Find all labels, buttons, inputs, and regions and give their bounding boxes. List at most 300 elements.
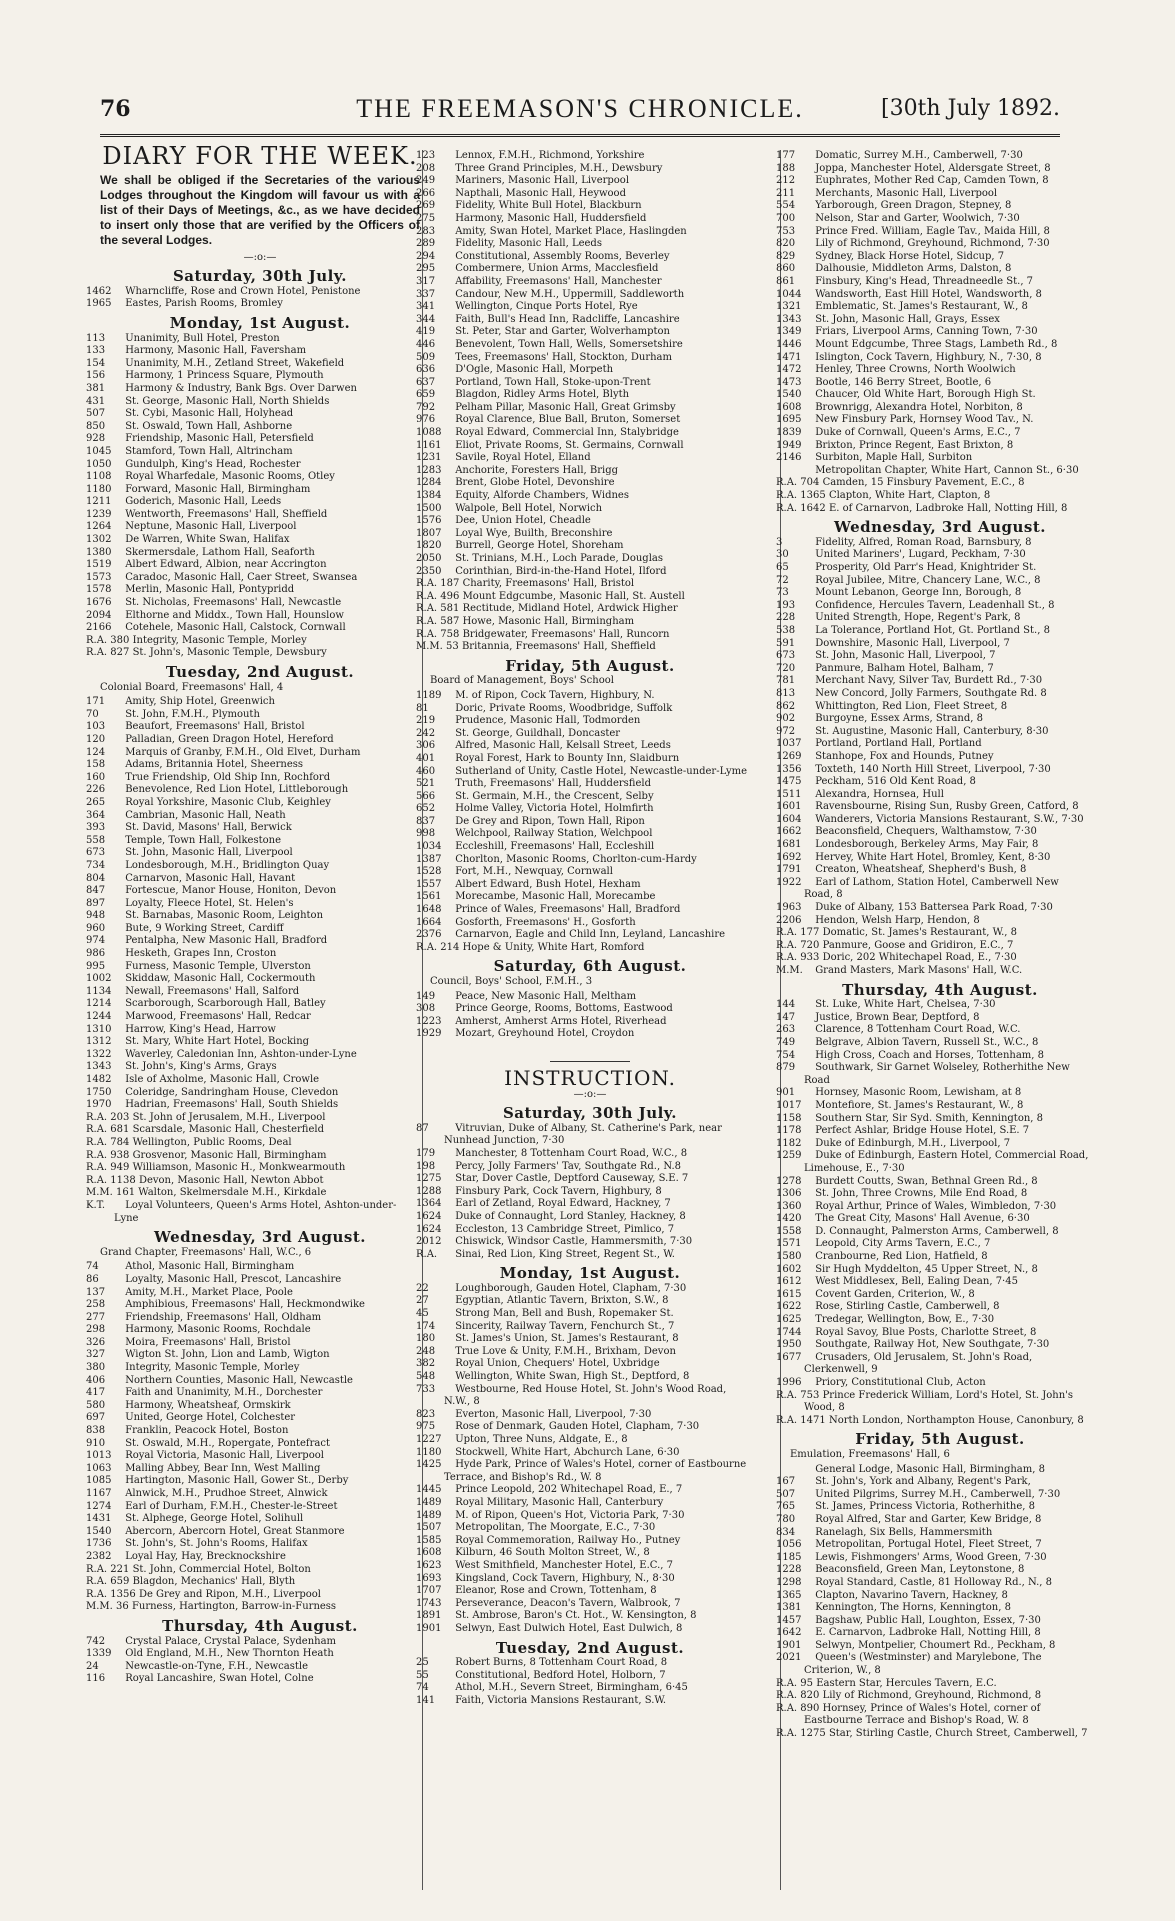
lodge-entry <box>86 834 420 848</box>
lodge-number: 976 <box>416 414 436 426</box>
lodge-entry <box>416 689 750 703</box>
lodge-entry <box>416 828 750 841</box>
lodge-entry <box>86 1362 420 1375</box>
lodge-entry <box>416 326 750 339</box>
lodge-details: Bootle, 146 Berry Street, Bootle, 6 <box>815 376 992 388</box>
lodge-number: R.A. 1365 <box>776 490 826 502</box>
lodge-number: 81 <box>416 702 429 714</box>
lodge-entry <box>776 1225 1090 1239</box>
lodge-entry <box>776 738 1090 751</box>
lodge-entry <box>776 801 1090 814</box>
lodge-details: St. John, Masonic Hall, Liverpool, 7 <box>815 650 996 662</box>
lodge-number: 700 <box>776 212 796 224</box>
lodge-details: Wellington, Public Rooms, Deal <box>132 1136 292 1148</box>
lodge-entry <box>776 624 1090 638</box>
lodge-details: St. George, Guildhall, Doncaster <box>455 727 621 739</box>
lodge-entry <box>416 790 750 804</box>
lodge-entry <box>86 1149 420 1163</box>
lodge-entry <box>776 952 1090 965</box>
lodge-entry <box>86 1023 420 1037</box>
lodge-entry <box>86 1187 420 1200</box>
lodge-details: Scarborough, Scarborough Hall, Batley <box>125 998 326 1010</box>
masthead-title: THE FREEMASON'S CHRONICLE. <box>356 94 804 123</box>
lodge-entry <box>416 225 750 239</box>
lodge-entry <box>86 285 420 299</box>
lodge-entry <box>86 634 420 648</box>
lodge-details: Cambrian, Masonic Hall, Neath <box>125 809 286 821</box>
lodge-number: 294 <box>416 250 436 262</box>
lodge-number: 419 <box>416 326 436 338</box>
column-3 <box>776 150 1090 1890</box>
lodge-number: 154 <box>86 357 106 369</box>
lodge-number: 27 <box>416 1295 429 1307</box>
lodge-entry <box>776 612 1090 625</box>
lodge-entry <box>86 1450 420 1463</box>
lodge-number: 72 <box>776 574 789 586</box>
lodge-number: 87 <box>416 1122 429 1134</box>
lodge-entry <box>776 477 1090 490</box>
lodge-number: 289 <box>416 238 436 250</box>
lodge-number: 792 <box>416 401 436 413</box>
lodge-details: Hornsey, Prince of Wales's Hotel, corner of Eastbourne Terrace and Bishop's Road, W. 8 <box>804 1702 1041 1727</box>
lodge-details: St. John's, King's Arms, Grays <box>125 1061 277 1073</box>
lodge-details: Alexandra, Hornsea, Hull <box>815 788 944 800</box>
lodge-number: 1298 <box>776 1576 802 1588</box>
lodge-details: St. John of Jerusalem, M.H., Liverpool <box>132 1111 326 1123</box>
lodge-number: 177 <box>776 150 796 161</box>
lodge-entry <box>776 351 1090 365</box>
lodge-entry <box>416 1534 750 1548</box>
lodge-number: 2206 <box>776 914 802 926</box>
lodge-number: 364 <box>86 809 106 821</box>
lodge-details: Royal Commemoration, Railway Ho., Putney <box>455 1534 681 1546</box>
lodge-number: 1063 <box>86 1462 112 1474</box>
diary-title: DIARY FOR THE WEEK. <box>102 142 418 170</box>
lodge-number: R.A. 95 <box>776 1677 814 1689</box>
lodge-details: Napthali, Masonic Hall, Heywood <box>455 187 626 199</box>
lodge-details: United, George Hotel, Colchester <box>125 1412 296 1424</box>
lodge-number: 1457 <box>776 1614 802 1626</box>
lodge-number: M.M. <box>776 965 803 976</box>
lodge-number: 697 <box>86 1412 106 1424</box>
lodge-number: 137 <box>86 1286 106 1298</box>
lodge-entry <box>86 559 420 572</box>
lodge-number: 1561 <box>416 891 442 903</box>
lodge-number: 74 <box>416 1682 429 1694</box>
lodge-entry <box>416 565 750 579</box>
lodge-details: Integrity, Masonic Temple, Morley <box>132 634 307 646</box>
lodge-number: 910 <box>86 1437 106 1449</box>
lodge-entry <box>776 1639 1090 1653</box>
lodge-entry <box>776 1589 1090 1603</box>
lodge-entry <box>416 990 750 1004</box>
lodge-number: 381 <box>86 382 106 394</box>
lodge-details: Blagdon, Mechanics' Hall, Blyth <box>132 1576 296 1588</box>
lodge-details: Carnarvon, Eagle and Child Inn, Leyland, Lancashire <box>455 929 726 941</box>
lodge-details: Bagshaw, Public Hall, Loughton, Essex, 7·30 <box>815 1614 1041 1626</box>
lodge-details: Northern Counties, Masonic Hall, Newcastle <box>125 1374 353 1386</box>
lodge-number: 306 <box>416 740 436 752</box>
lodge-entry <box>776 1213 1090 1226</box>
lodge-entry <box>776 1276 1090 1289</box>
lodge-details: Constitutional, Bedford Hotel, Holborn, 7 <box>455 1669 666 1681</box>
lodge-number: 879 <box>776 1062 796 1074</box>
lodge-entry <box>776 1062 1090 1087</box>
lodge-number: 960 <box>86 922 106 934</box>
lodge-entry <box>776 301 1090 314</box>
entries-continued <box>776 150 1090 515</box>
lodge-number: 1472 <box>776 364 802 376</box>
lodge-number: 180 <box>416 1333 436 1345</box>
lodge-entry <box>776 1251 1090 1264</box>
lodge-entry <box>416 641 750 654</box>
lodge-details: Doric, Private Rooms, Woodbridge, Suffolk <box>455 702 673 714</box>
lodge-details: Burrell, George Hotel, Shoreham <box>455 540 624 552</box>
lodge-details: Beaconsfield, Green Man, Leytonstone, 8 <box>815 1564 1025 1576</box>
lodge-details: Surbiton, Maple Hall, Surbiton <box>815 452 973 464</box>
lodge-number: 753 <box>776 225 796 237</box>
lodge-details: Duke of Edinburgh, Eastern Hotel, Commercial Road, Limehouse, E., 7·30 <box>804 1150 1089 1174</box>
lodge-entry <box>86 395 420 409</box>
lodge-details: Newall, Freemasons' Hall, Salford <box>125 985 300 997</box>
day-heading: Saturday, 30th July. <box>172 267 348 286</box>
lodge-details: Duke of Albany, 153 Battersea Park Road, 7·30 <box>815 902 1053 914</box>
lodge-entry <box>776 1326 1090 1340</box>
lodge-details: Coleridge, Sandringham House, Clevedon <box>125 1086 339 1098</box>
lodge-entry <box>416 150 750 163</box>
lodge-number: 1473 <box>776 376 802 388</box>
lodge-details: Royal Edward, Commercial Inn, Stalybridge <box>455 427 679 439</box>
lodge-details: M. of Ripon, Cock Tavern, Highbury, N. <box>455 689 655 701</box>
lodge-entry <box>416 200 750 213</box>
lodge-details: Rectitude, Midland Hotel, Ardwick Higher <box>462 603 678 615</box>
lodge-number: 554 <box>776 200 796 212</box>
lodge-number: 174 <box>416 1320 436 1332</box>
lodge-entry <box>86 1336 420 1350</box>
lodge-details: Goderich, Masonic Hall, Leeds <box>125 496 282 508</box>
lodge-number: 1420 <box>776 1213 802 1225</box>
lodge-details: St. Peter, Star and Garter, Wolverhampton <box>455 326 670 338</box>
lodge-number: 65 <box>776 562 789 573</box>
lodge-details: Burdett Coutts, Swan, Bethnal Green Rd., 8 <box>815 1175 1038 1187</box>
lodge-entry <box>416 401 750 415</box>
lodge-number: 1387 <box>416 853 442 865</box>
lodge-details: E. Carnarvon, Ladbroke Hall, Notting Hill, 8 <box>815 1627 1041 1639</box>
lodge-entry <box>776 1476 1090 1489</box>
lodge-entry <box>776 238 1090 251</box>
lodge-number: 1557 <box>416 878 442 890</box>
lodge-number: 1891 <box>416 1610 442 1622</box>
lodge-entry <box>86 458 420 472</box>
lodge-entry <box>416 929 750 942</box>
lodge-number: 158 <box>86 759 106 771</box>
lodge-details: Kingsland, Cock Tavern, Highbury, N., 8·30 <box>455 1572 675 1584</box>
lodge-entry <box>776 263 1090 276</box>
lodge-details: Egyptian, Atlantic Tavern, Brixton, S.W., 8 <box>455 1295 669 1307</box>
page-header <box>100 92 1060 137</box>
lodge-number: 1676 <box>86 597 112 609</box>
entries-continued <box>416 150 750 654</box>
lodge-entry <box>776 1112 1090 1126</box>
issue-date: [30th July 1892. <box>880 96 1060 121</box>
lodge-number: 1349 <box>776 326 802 338</box>
lodge-entry <box>776 1049 1090 1063</box>
lodge-details: Rose of Denmark, Gauden Hotel, Clapham, 7·30 <box>455 1421 700 1433</box>
lodge-number: 258 <box>86 1299 106 1311</box>
lodge-number: 780 <box>776 1513 796 1525</box>
lodge-entry <box>86 872 420 886</box>
lodge-details: Hartington, Masonic Hall, Gower St., Derby <box>125 1475 349 1487</box>
lodge-number: 1693 <box>416 1572 442 1584</box>
lodge-number: 861 <box>776 275 796 287</box>
lodge-entry <box>86 496 420 509</box>
lodge-details: Eastern Star, Hercules Tavern, E.C. <box>816 1677 997 1689</box>
lodge-details: Leopold, City Arms Tavern, E.C., 7 <box>815 1238 991 1250</box>
lodge-details: New Concord, Jolly Farmers, Southgate Rd. 8 <box>815 687 1047 699</box>
lodge-details: Stockwell, White Hart, Abchurch Lane, 6·30 <box>455 1446 680 1458</box>
lodge-number: 317 <box>416 275 436 287</box>
lodge-number: 1108 <box>86 471 112 483</box>
lodge-number: 265 <box>86 796 106 808</box>
lodge-details: St. James's Union, St. James's Restaurant, 8 <box>455 1333 679 1345</box>
lodge-details: Prosperity, Old Parr's Head, Knightrider St. <box>815 562 1037 573</box>
lodge-details: High Cross, Coach and Horses, Tottenham, 8 <box>815 1049 1045 1061</box>
lodge-details: Walpole, Bell Hotel, Norwich <box>455 502 603 514</box>
lodge-number: 975 <box>416 1421 436 1433</box>
lodge-details: General Lodge, Masonic Hall, Birmingham, 8 <box>815 1463 1045 1475</box>
lodge-number: 1624 <box>416 1210 442 1222</box>
lodge-entry <box>416 338 750 352</box>
lodge-entry <box>776 776 1090 789</box>
lodge-details: Gosforth, Freemasons' H., Gosforth <box>455 916 636 928</box>
lodge-details: Fidelity, Alfred, Roman Road, Barnsbury, 8 <box>815 536 1032 548</box>
lodge-entry <box>86 1124 420 1137</box>
lodge-details: Ravensbourne, Rising Sun, Rusby Green, Catford, 8 <box>815 801 1079 813</box>
lodge-entry <box>776 1175 1090 1189</box>
lodge-details: Wellington, White Swan, High St., Deptford, 8 <box>455 1371 690 1383</box>
lodge-number: R.A. 949 <box>86 1162 130 1174</box>
lodge-entry <box>86 571 420 585</box>
lodge-entry <box>776 1652 1090 1677</box>
lodge-details: Affability, Freemasons' Hall, Manchester <box>455 275 662 287</box>
lodge-details: Fort, M.H., Newquay, Cornwall <box>455 866 613 878</box>
lodge-details: Mount Lebanon, George Inn, Borough, 8 <box>815 587 1022 599</box>
lodge-number: R.A. 214 <box>416 941 460 953</box>
lodge-number: 1180 <box>86 483 112 495</box>
lodge-details: La Tolerance, Portland Hot, Gt. Portland St., 8 <box>815 624 1050 636</box>
lodge-entry <box>416 527 750 541</box>
lodge-number: 1839 <box>776 427 802 439</box>
lodge-number: 838 <box>86 1425 106 1437</box>
lodge-number: 1519 <box>86 559 112 571</box>
lodge-number: 1615 <box>776 1288 802 1300</box>
lodge-details: Unanimity, M.H., Zetland Street, Wakefield <box>125 357 345 369</box>
lodge-entry <box>776 187 1090 201</box>
lodge-entry <box>776 1351 1090 1377</box>
lodge-number: 1662 <box>776 826 802 838</box>
lodge-entry <box>86 1099 420 1112</box>
lodge-details: Athol, M.H., Severn Street, Birmingham, 6·45 <box>455 1682 688 1694</box>
lodge-number: 263 <box>776 1024 796 1036</box>
lodge-number: 344 <box>416 313 436 325</box>
lodge-entry <box>416 1320 750 1334</box>
lodge-entry <box>776 1099 1090 1113</box>
lodge-details: Williamson, Masonic H., Monkwearmouth <box>132 1162 346 1174</box>
lodge-details: Tredegar, Wellington, Bow, E., 7·30 <box>815 1314 995 1326</box>
lodge-entry <box>416 1509 750 1523</box>
lodge-entry <box>416 313 750 327</box>
lodge-entry <box>86 1538 420 1551</box>
lodge-details: Merchants, Masonic Hall, Liverpool <box>815 187 998 199</box>
lodge-entry <box>776 851 1090 865</box>
lodge-entry <box>86 1513 420 1526</box>
lodge-entry <box>416 841 750 854</box>
lodge-details: Vitruvian, Duke of Albany, St. Catherine's Park, near Nunhead Junction, 7·30 <box>444 1122 722 1147</box>
lodge-details: Merchant Navy, Silver Tav, Burdett Rd., 7·30 <box>815 675 1043 687</box>
lodge-number: 781 <box>776 675 796 687</box>
lodge-details: St. Alphege, George Hotel, Solihull <box>125 1513 304 1525</box>
lodge-number: 249 <box>416 175 436 187</box>
lodge-entry <box>776 1677 1090 1691</box>
lodge-entry <box>416 941 750 955</box>
lodge-number: 566 <box>416 790 436 802</box>
lodge-entry <box>86 433 420 446</box>
lodge-entry <box>776 338 1090 352</box>
lodge-details: Devon, Masonic Hall, Newton Abbot <box>138 1174 324 1186</box>
lodge-number: R.A. 581 <box>416 603 460 615</box>
lodge-number: 22 <box>416 1282 429 1294</box>
lodge-number: R.A. 938 <box>86 1149 130 1161</box>
day-preface: Colonial Board, Freemasons' Hall, 4 <box>100 681 284 693</box>
lodge-number: 242 <box>416 727 436 739</box>
lodge-entry <box>86 609 420 623</box>
lodge-details: Adams, Britannia Hotel, Sheerness <box>125 759 304 771</box>
lodge-details: Neptune, Masonic Hall, Liverpool <box>125 521 297 533</box>
lodge-details: St. Germain, M.H., the Crescent, Selby <box>455 790 654 802</box>
lodge-entry <box>86 1261 420 1274</box>
lodge-details: Hervey, White Hart Hotel, Bromley, Kent, 8·30 <box>815 851 1051 863</box>
lodge-details: Malling Abbey, Bear Inn, West Malling <box>125 1462 321 1474</box>
lodge-number: 1558 <box>776 1225 802 1237</box>
lodge-number: 1807 <box>416 527 442 539</box>
lodge-number: 1158 <box>776 1112 802 1124</box>
day-preface: Emulation, Freemasons' Hall, 6 <box>790 1448 950 1460</box>
lodge-details: St. John, Commercial Hotel, Bolton <box>132 1563 311 1575</box>
lodge-entry <box>416 1185 750 1199</box>
lodge-details: Elthorne and Middx., Town Hall, Hounslow <box>125 609 344 621</box>
lodge-number: 123 <box>416 150 436 161</box>
lodge-number: 308 <box>416 1003 436 1015</box>
lodge-number: 1211 <box>86 496 112 508</box>
lodge-details: Montefiore, St. James's Restaurant, W., 8 <box>815 1099 1024 1111</box>
lodge-details: Amherst, Amherst Arms Hotel, Riverhead <box>455 1015 667 1027</box>
lodge-entry <box>776 939 1090 953</box>
lodge-entry <box>776 999 1090 1012</box>
lodge-entry <box>86 420 420 434</box>
lodge-details: Robert Burns, 8 Tottenham Court Road, 8 <box>455 1657 668 1669</box>
lodge-entry <box>86 746 420 760</box>
lodge-details: True Love & Unity, F.M.H., Brixham, Devon <box>455 1345 676 1357</box>
lodge-number: 1489 <box>416 1496 442 1508</box>
lodge-number: 928 <box>86 433 106 445</box>
lodge-number: 986 <box>86 948 106 960</box>
lodge-details: Bute, 9 Working Street, Cardiff <box>125 922 284 934</box>
lodge-number: 1970 <box>86 1099 112 1111</box>
lodge-number: 113 <box>86 332 106 344</box>
lodge-details: Prudence, Masonic Hall, Todmorden <box>455 715 641 727</box>
lodge-entry <box>86 1500 420 1514</box>
lodge-number: 1223 <box>416 1015 442 1027</box>
lodge-entry <box>416 815 750 829</box>
lodge-details: Merlin, Masonic Hall, Pontypridd <box>125 584 295 596</box>
lodge-number: R.A. 753 <box>776 1389 820 1401</box>
lodge-entry <box>776 1301 1090 1314</box>
lodge-details: Palladian, Green Dragon Hotel, Hereford <box>125 733 334 745</box>
lodge-number: 1820 <box>416 540 442 552</box>
lodge-entry <box>416 778 750 791</box>
lodge-number: 275 <box>416 212 436 224</box>
lodge-details: Southgate, Railway Hot, New Southgate, 7·30 <box>815 1339 1050 1351</box>
lodge-number: 1227 <box>416 1434 442 1445</box>
lodge-number: 120 <box>86 733 106 745</box>
lodge-details: Wentworth, Freemasons' Hall, Sheffield <box>125 508 328 520</box>
lodge-details: Beaufort, Freemasons' Hall, Bristol <box>125 721 305 733</box>
lodge-entry <box>776 326 1090 339</box>
lodge-entry <box>86 1437 420 1451</box>
lodge-entry <box>776 1576 1090 1590</box>
lodge-entry <box>86 1601 420 1614</box>
lodge-details: Howe, Masonic Hall, Birmingham <box>462 615 635 627</box>
lodge-details: Royal Standard, Castle, 81 Holloway Rd., N., 8 <box>815 1576 1053 1588</box>
lodge-details: Chiswick, Windsor Castle, Hammersmith, 7·30 <box>455 1236 693 1248</box>
lodge-entry <box>86 408 420 421</box>
lodge-number: 1950 <box>776 1339 802 1351</box>
lodge-details: Ranelagh, Six Bells, Hammersmith <box>815 1526 993 1538</box>
lodge-number: 25 <box>416 1657 429 1669</box>
lodge-entry <box>416 1585 750 1598</box>
lodge-number: 2050 <box>416 553 442 564</box>
lodge-number: 1013 <box>86 1450 112 1462</box>
lodge-details: Fortescue, Manor House, Honiton, Devon <box>125 885 337 897</box>
lodge-details: United Pilgrims, Surrey M.H., Camberwell, 7·30 <box>815 1488 1061 1500</box>
lodge-entry <box>416 904 750 917</box>
lodge-entry <box>86 1673 420 1686</box>
lodge-number: 337 <box>416 288 436 300</box>
lodge-number: 208 <box>416 162 436 174</box>
lodge-number: 1380 <box>86 546 112 558</box>
lodge-entry <box>86 998 420 1011</box>
lodge-details: Welchpool, Railway Station, Welchpool <box>455 828 653 840</box>
lodge-entry <box>416 288 750 302</box>
lodge-entry <box>416 1446 750 1460</box>
lodge-entry <box>776 225 1090 239</box>
lodge-entry <box>86 1011 420 1024</box>
lodge-details: Marwood, Freemasons' Hall, Redcar <box>125 1011 311 1023</box>
lodge-entry <box>776 599 1090 613</box>
lodge-number: 1259 <box>776 1150 802 1162</box>
lodge-entry <box>416 1028 750 1041</box>
lodge-entry <box>86 370 420 383</box>
lodge-details: Tees, Freemasons' Hall, Stockton, Durham <box>455 351 673 363</box>
lodge-details: Harmony & Industry, Bank Bgs. Over Darwen <box>125 382 357 394</box>
lodge-number: M.M. 53 <box>416 641 459 653</box>
lodge-details: Carnarvon, Masonic Hall, Havant <box>125 872 296 884</box>
lodge-number: 558 <box>86 834 106 846</box>
lodge-entry <box>776 914 1090 928</box>
lodge-entry <box>776 288 1090 302</box>
lodge-details: De Grey and Ripon, Town Hall, Ripon <box>455 815 645 827</box>
lodge-number: 829 <box>776 250 796 262</box>
